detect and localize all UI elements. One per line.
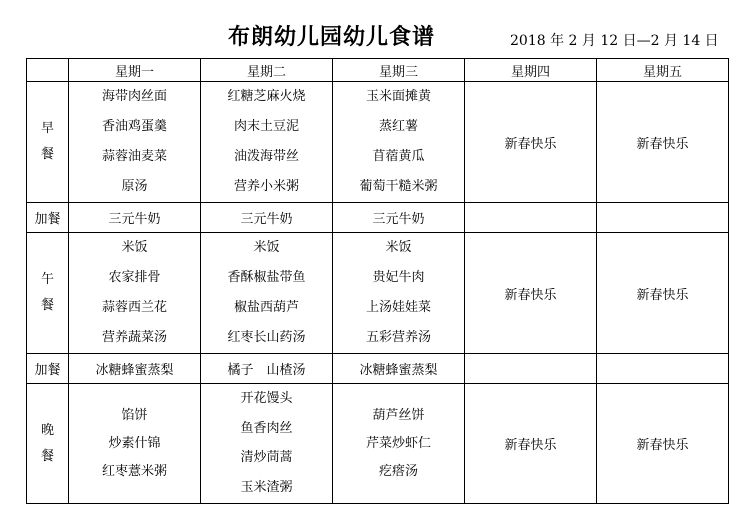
header-row xyxy=(27,59,729,82)
snack-label: 加餐 xyxy=(27,354,69,384)
list-item: 椒盐西葫芦 xyxy=(233,300,299,315)
breakfast-fri: 新春快乐 xyxy=(597,82,729,203)
breakfast-row xyxy=(27,82,729,203)
lunch-mon xyxy=(69,233,201,354)
lunch-fri: 新春快乐 xyxy=(597,233,729,354)
lunch-thu: 新春快乐 xyxy=(465,233,597,354)
list-item: 米饭 xyxy=(121,240,148,255)
snack1-tue: 三元牛奶 xyxy=(201,203,333,233)
list-item: 馅饼 xyxy=(121,407,148,423)
list-item: 米饭 xyxy=(253,240,280,255)
list-item: 清炒茼蒿 xyxy=(240,450,293,466)
list-item: 疙瘩汤 xyxy=(378,463,418,479)
header-thu: 星期四 xyxy=(465,59,597,82)
dinner-thu: 新春快乐 xyxy=(465,384,597,504)
dinner-mon xyxy=(69,384,201,504)
lunch-row xyxy=(27,233,729,354)
list-item: 蒜蓉西兰花 xyxy=(101,300,167,315)
dinner-label: 晚 餐 xyxy=(27,384,69,504)
snack-row-2 xyxy=(27,354,729,384)
list-item: 红枣长山药汤 xyxy=(227,330,306,345)
list-item: 上汤娃娃菜 xyxy=(365,300,431,315)
lunch-tue xyxy=(201,233,333,354)
dinner-tue xyxy=(201,384,333,504)
breakfast-tue xyxy=(201,82,333,203)
list-item: 葫芦丝饼 xyxy=(372,407,425,423)
breakfast-label: 早 餐 xyxy=(27,82,69,203)
list-item: 农家排骨 xyxy=(108,270,161,285)
header-wed: 星期三 xyxy=(333,59,465,82)
dinner-row xyxy=(27,384,729,504)
list-item: 营养小米粥 xyxy=(233,179,299,194)
breakfast-thu: 新春快乐 xyxy=(465,82,597,203)
dinner-fri: 新春快乐 xyxy=(597,384,729,504)
list-item: 炒素什锦 xyxy=(108,435,161,451)
list-item: 香油鸡蛋羹 xyxy=(101,119,167,134)
list-item: 蒜蓉油麦菜 xyxy=(101,149,167,164)
snack1-thu xyxy=(465,203,597,233)
list-item: 苜蓿黄瓜 xyxy=(372,149,425,164)
date-range: 2018 年 2 月 12 日—2 月 14 日 xyxy=(510,33,719,49)
snack2-fri xyxy=(597,354,729,384)
list-item: 贵妃牛肉 xyxy=(372,270,425,285)
snack-row-1 xyxy=(27,203,729,233)
snack2-mon: 冰糖蜂蜜蒸梨 xyxy=(69,354,201,384)
breakfast-wed xyxy=(333,82,465,203)
list-item: 营养蔬菜汤 xyxy=(101,330,167,345)
lunch-wed xyxy=(333,233,465,354)
list-item: 玉米面摊黄 xyxy=(365,89,431,104)
menu-table xyxy=(26,58,729,504)
snack1-wed: 三元牛奶 xyxy=(333,203,465,233)
snack2-wed: 冰糖蜂蜜蒸梨 xyxy=(333,354,465,384)
page-title: 布朗幼儿园幼儿食谱 xyxy=(228,25,436,50)
list-item: 油泼海带丝 xyxy=(233,149,299,164)
corner-cell xyxy=(27,59,69,82)
list-item: 原汤 xyxy=(121,179,148,194)
snack-label: 加餐 xyxy=(27,203,69,233)
list-item: 玉米渣粥 xyxy=(240,480,293,496)
snack2-thu xyxy=(465,354,597,384)
snack1-mon: 三元牛奶 xyxy=(69,203,201,233)
list-item: 香酥椒盐带鱼 xyxy=(227,270,306,285)
lunch-label: 午 餐 xyxy=(27,233,69,354)
header-fri: 星期五 xyxy=(597,59,729,82)
list-item: 海带肉丝面 xyxy=(101,89,167,104)
dinner-wed xyxy=(333,384,465,504)
snack1-fri xyxy=(597,203,729,233)
list-item: 开花馒头 xyxy=(240,390,293,406)
list-item: 米饭 xyxy=(385,240,412,255)
list-item: 芹菜炒虾仁 xyxy=(365,435,431,451)
list-item: 蒸红薯 xyxy=(378,119,418,134)
header-mon: 星期一 xyxy=(69,59,201,82)
header-tue: 星期二 xyxy=(201,59,333,82)
list-item: 鱼香肉丝 xyxy=(240,420,293,436)
snack2-tue: 橘子 山楂汤 xyxy=(201,354,333,384)
list-item: 葡萄干糙米粥 xyxy=(359,179,438,194)
breakfast-mon xyxy=(69,82,201,203)
list-item: 红枣薏米粥 xyxy=(101,463,167,479)
list-item: 红糖芝麻火烧 xyxy=(227,89,306,104)
list-item: 五彩营养汤 xyxy=(365,330,431,345)
list-item: 肉末土豆泥 xyxy=(233,119,299,134)
